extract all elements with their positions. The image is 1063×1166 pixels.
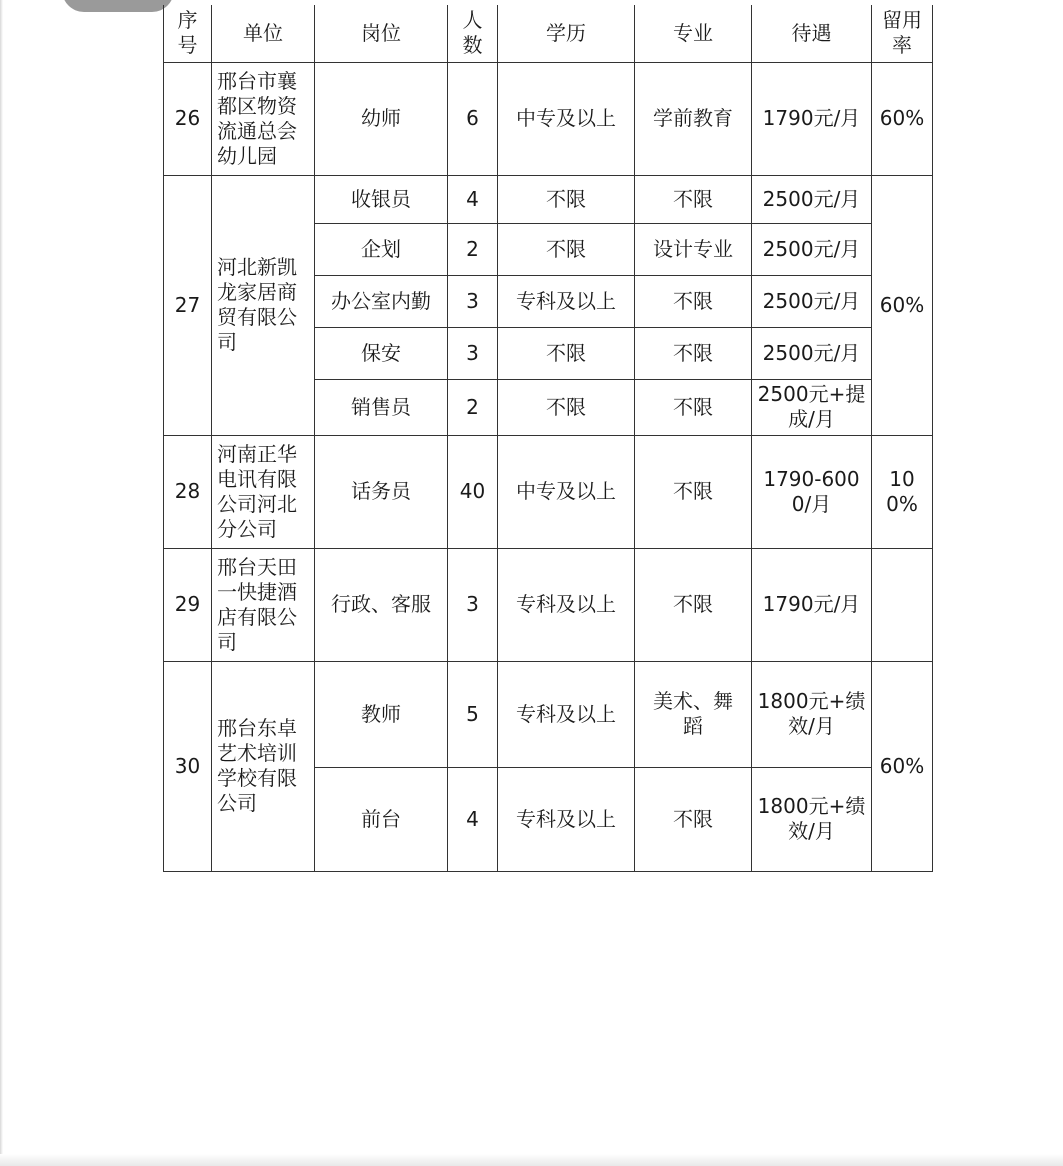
job-major: 不限 — [635, 275, 752, 327]
header-count: 人数 — [448, 5, 498, 62]
job-pay: 2500元/月 — [752, 275, 872, 327]
header-idx: 序号 — [164, 5, 212, 62]
table-row — [164, 661, 933, 767]
job-position: 企划 — [315, 223, 448, 275]
row-retention: 60% — [872, 62, 933, 175]
row-unit: 河南正华电讯有限公司河北分公司 — [212, 435, 315, 548]
job-position: 收银员 — [315, 175, 448, 223]
row-unit: 邢台天田一快捷酒店有限公司 — [212, 548, 315, 661]
header-position: 岗位 — [315, 5, 448, 62]
row-idx: 28 — [164, 435, 212, 548]
row-idx: 30 — [164, 661, 212, 871]
job-count: 40 — [448, 435, 498, 548]
page-bottom-shadow — [0, 1154, 1063, 1166]
job-position: 行政、客服 — [315, 548, 448, 661]
job-position: 话务员 — [315, 435, 448, 548]
header-unit: 单位 — [212, 5, 315, 62]
job-pay: 1790-6000/月 — [752, 435, 872, 548]
row-retention: 60% — [872, 175, 933, 435]
header-retention: 留用率 — [872, 5, 933, 62]
table-row — [164, 175, 933, 223]
table-row — [164, 62, 933, 175]
table-row — [164, 435, 933, 548]
job-major: 设计专业 — [635, 223, 752, 275]
header-row — [164, 5, 933, 62]
job-position: 前台 — [315, 767, 448, 871]
job-count: 3 — [448, 548, 498, 661]
job-education: 中专及以上 — [498, 435, 635, 548]
job-position: 教师 — [315, 661, 448, 767]
table-row — [164, 548, 933, 661]
job-pay: 2500元/月 — [752, 223, 872, 275]
job-education: 专科及以上 — [498, 767, 635, 871]
row-retention: 60% — [872, 661, 933, 871]
job-pay: 2500元+提成/月 — [752, 379, 872, 435]
job-count: 4 — [448, 767, 498, 871]
job-count: 5 — [448, 661, 498, 767]
job-pay: 2500元/月 — [752, 327, 872, 379]
job-major: 不限 — [635, 327, 752, 379]
job-major: 不限 — [635, 435, 752, 548]
row-idx: 26 — [164, 62, 212, 175]
job-position: 办公室内勤 — [315, 275, 448, 327]
job-count: 6 — [448, 62, 498, 175]
job-major: 不限 — [635, 379, 752, 435]
row-retention: 100% — [872, 435, 933, 548]
job-pay: 1800元+绩效/月 — [752, 661, 872, 767]
job-education: 不限 — [498, 327, 635, 379]
row-retention — [872, 548, 933, 661]
header-pay: 待遇 — [752, 5, 872, 62]
row-unit: 河北新凯龙家居商贸有限公司 — [212, 175, 315, 435]
job-education: 不限 — [498, 175, 635, 223]
job-education: 专科及以上 — [498, 661, 635, 767]
header-education: 学历 — [498, 5, 635, 62]
job-education: 中专及以上 — [498, 62, 635, 175]
job-major: 不限 — [635, 175, 752, 223]
job-education: 专科及以上 — [498, 548, 635, 661]
job-education: 不限 — [498, 379, 635, 435]
job-position: 保安 — [315, 327, 448, 379]
job-major: 学前教育 — [635, 62, 752, 175]
job-major: 不限 — [635, 767, 752, 871]
header-major: 专业 — [635, 5, 752, 62]
row-idx: 29 — [164, 548, 212, 661]
job-pay: 1790元/月 — [752, 62, 872, 175]
job-pay: 1800元+绩效/月 — [752, 767, 872, 871]
job-pay: 2500元/月 — [752, 175, 872, 223]
job-count: 2 — [448, 223, 498, 275]
job-count: 3 — [448, 275, 498, 327]
job-pay: 1790元/月 — [752, 548, 872, 661]
job-count: 4 — [448, 175, 498, 223]
row-unit: 邢台市襄都区物资流通总会幼儿园 — [212, 62, 315, 175]
row-idx: 27 — [164, 175, 212, 435]
floating-tab-overlay — [62, 0, 174, 12]
job-position: 销售员 — [315, 379, 448, 435]
job-major: 美术、舞蹈 — [635, 661, 752, 767]
row-unit: 邢台东卓艺术培训学校有限公司 — [212, 661, 315, 871]
job-count: 3 — [448, 327, 498, 379]
job-major: 不限 — [635, 548, 752, 661]
job-position: 幼师 — [315, 62, 448, 175]
jobs-table — [163, 5, 933, 872]
job-count: 2 — [448, 379, 498, 435]
page-edge-shadow — [0, 0, 3, 1166]
job-education: 不限 — [498, 223, 635, 275]
job-education: 专科及以上 — [498, 275, 635, 327]
